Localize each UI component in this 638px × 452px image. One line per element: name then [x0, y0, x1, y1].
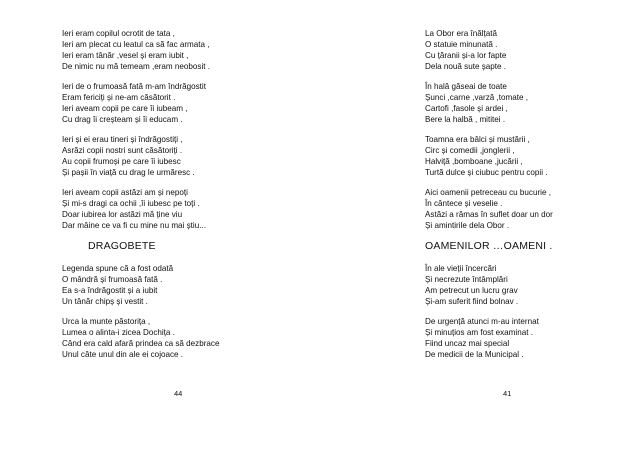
- poem-line: Bere la halbă , mititei .: [425, 115, 506, 124]
- poem-stanza: [425, 316, 638, 360]
- poem-title: DRAGOBETE: [88, 240, 156, 252]
- poem-stanza: [62, 81, 312, 125]
- poem-line: Și pașii în viață cu drag le urmăresc .: [62, 168, 195, 177]
- poem-line: De urgență atunci m-au internat: [425, 317, 539, 326]
- poem-line: Ea s-a îndrăgostit și a iubit: [62, 286, 158, 295]
- poem-line: Eram fericiți și ne-am căsătorit .: [62, 93, 176, 102]
- right-bottom-stanzas: [425, 263, 638, 360]
- right-top-stanzas: [425, 28, 638, 231]
- poem-line: Și necrezute întâmplări: [425, 275, 508, 284]
- poem-line: O statuie minunată .: [425, 40, 498, 49]
- poem-stanza: [425, 28, 638, 72]
- poem-line: Au copii frumoși pe care îi iubesc: [62, 157, 181, 166]
- poem-line: Ieri aveam copii astăzi am și nepoți: [62, 188, 188, 197]
- poem-line: Doar iubirea lor astăzi mă ține viu: [62, 210, 183, 219]
- poem-line: Șunci ,carne ,varză ,tomate ,: [425, 93, 529, 102]
- poem-line: Aici oamenii petreceau cu bucurie ,: [425, 188, 551, 197]
- poem-line: Ieri am plecat cu leatul ca să fac armata ,: [62, 40, 210, 49]
- poem-line: Asrăzi copii nostri sunt căsătoriți .: [62, 146, 183, 155]
- poem-line: Circ și comedii ,jonglerii ,: [425, 146, 515, 155]
- poem-line: Cu drag îi creșteam și îi educam .: [62, 115, 183, 124]
- poem-line: Dela nouă sute șapte .: [425, 62, 506, 71]
- poem-title: OAMENILOR …OAMENI .: [425, 240, 553, 252]
- poem-line: Și amintirile dela Obor .: [425, 221, 510, 230]
- right-page-number: 41: [503, 389, 512, 398]
- poem-stanza: [425, 187, 638, 231]
- poem-line: Toamna era bâlci și mustării ,: [425, 135, 530, 144]
- poem-line: În halâ găseai de toate: [425, 82, 507, 91]
- poem-line: Și-am suferit fiind bolnav .: [425, 297, 519, 306]
- poem-line: Și mi-s dragi ca ochii ,îi iubesc pe toți .: [62, 199, 200, 208]
- poem-line: De nimic nu mă temeam ,eram neobosit .: [62, 62, 210, 71]
- poem-line: Astăzi a rămas în suflet doar un dor: [425, 210, 553, 219]
- right-page: [425, 28, 638, 369]
- poem-line: De medicii de la Municipal .: [425, 350, 524, 359]
- poem-line: Dar mâine ce va fi cu mine nu mai știu...: [62, 221, 206, 230]
- poem-line: Legenda spune că a fost odată: [62, 264, 174, 273]
- left-bottom-stanzas: [62, 263, 312, 360]
- poem-line: O mândră și frumoasă fată .: [62, 275, 163, 284]
- left-page: [62, 28, 312, 369]
- poem-line: Unul câte unul din ale ei cojoace .: [62, 350, 184, 359]
- left-page-number: 44: [174, 389, 183, 398]
- poem-line: Cartofi ,fasole și ardei ,: [425, 104, 508, 113]
- poem-line: Halviță ,bomboane ,jucării ,: [425, 157, 523, 166]
- poem-stanza: [425, 81, 638, 125]
- poem-line: Urca la munte păstorița ,: [62, 317, 151, 326]
- poem-line: Fiind uncaz mai special: [425, 339, 510, 348]
- poem-stanza: [62, 316, 312, 360]
- poem-line: Un tânăr chipș și vestit .: [62, 297, 148, 306]
- poem-line: Și minuțios am fost examinat .: [425, 328, 533, 337]
- poem-line: Cu țăranii și-a lor fapte: [425, 51, 507, 60]
- poem-line: În cântece și veselie .: [425, 199, 503, 208]
- poem-line: La Obor era înălțată: [425, 29, 497, 38]
- poem-line: Ieri aveam copii pe care îi iubeam ,: [62, 104, 188, 113]
- poem-line: Ieri eram copilul ocrotit de tata ,: [62, 29, 175, 38]
- poem-line: Când era cald afară prindea ca să dezbrace: [62, 339, 220, 348]
- poem-stanza: [62, 263, 312, 307]
- poem-stanza: [425, 263, 638, 307]
- poem-line: Ieri de o frumoasă fată m-am îndrăgostit: [62, 82, 206, 91]
- poem-line: Ieri eram tânăr ,vesel și eram iubit ,: [62, 51, 189, 60]
- poem-line: Ieri și ei erau tineri și îndrăgostiți ,: [62, 135, 183, 144]
- poem-stanza: [425, 134, 638, 178]
- poem-line: Am petrecut un lucru grav: [425, 286, 518, 295]
- poem-stanza: [62, 28, 312, 72]
- poem-line: Lumea o alinta-i zicea Dochița .: [62, 328, 175, 337]
- poem-line: Turtă dulce și ciubuc pentru copii .: [425, 168, 548, 177]
- poem-stanza: [62, 134, 312, 178]
- poem-line: În ale vieții încercări: [425, 264, 497, 273]
- left-top-stanzas: [62, 28, 312, 231]
- poem-stanza: [62, 187, 312, 231]
